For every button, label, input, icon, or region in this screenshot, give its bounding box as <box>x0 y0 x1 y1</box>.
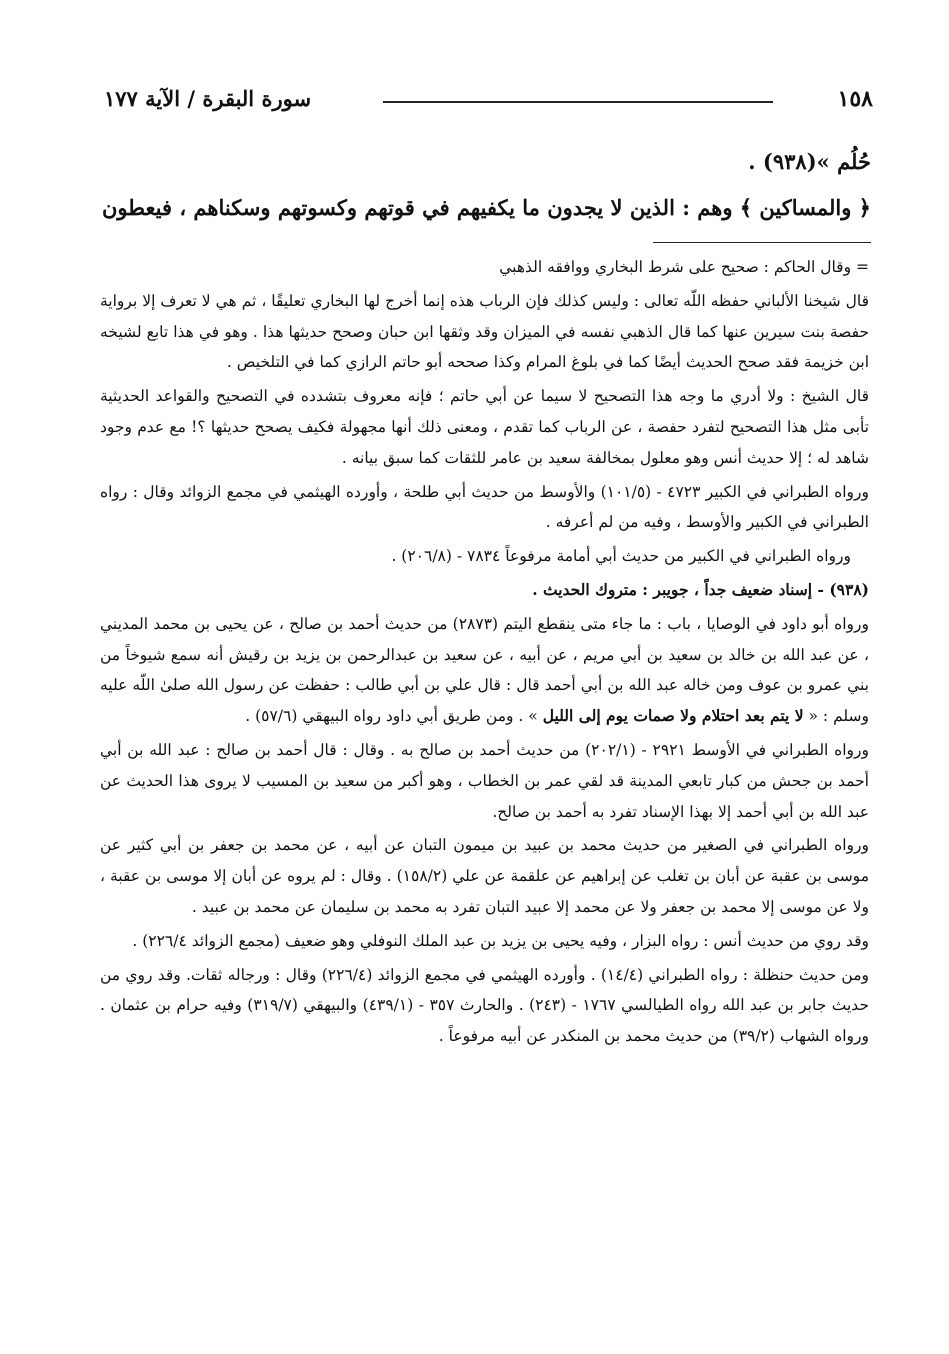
main-text-line-2: ﴿ والمساكين ﴾ وهم : الذين لا يجدون ما يكفيهم في قوتهم وكسوتهم وسكناهم ، فيعطون <box>102 195 871 220</box>
footnote-paragraph: قال الشيخ : ولا أدري ما وجه هذا التصحيح لا سيما عن أبي حاتم ؛ فإنه معروف بتشدده في التصحيح والقواعد الحديثية تأبى مثل هذا التصحيح لتفرد حفصة ، عن الرباب كما تقدم ، ومعنى ذلك أنها مجهولة فكيف يصحح حديثها ؟! مع عدم وجود شاهد له ؛ إلا حديث أنس وهو معلول بمخالفة سعيد بن عامر للثقات كما سبق بيانه . <box>100 387 869 467</box>
page-header <box>104 86 873 120</box>
footnote-938-paragraph: ورواه الطبراني في الصغير من حديث محمد بن عبيد بن ميمون التبان عن أبيه ، عن محمد بن جعفر بن أبي كثير عن موسى بن عقبة عن أبان بن تغلب عن إبراهيم عن علقمة عن علي (١٥٨/٢) . وقال : لم يروه عن أبان إلا موسى بن عقبة ، ولا عن موسى إلا محمد بن جعفر ولا عن محمد إلا عبيد التبان تفرد به محمد بن سليمان عن محمد بن عبيد . <box>100 836 869 916</box>
footnote-938-paragraph: ومن حديث حنظلة : رواه الطبراني (١٤/٤) . وأورده الهيثمي في مجمع الزوائد (٢٢٦/٤) وقال : ورجاله ثقات. وقد روي من حديث جابر بن عبد الله رواه الطيالسي ١٧٦٧ - (٢٤٣) . والحارث ٣٥٧ - (٤٣٩/١) والبيهقي (٣١٩/٧) وفيه حرام بن عثمان . ورواه الشهاب (٣٩/٢) من حديث محمد بن المنكدر عن أبيه مرفوعاً . <box>100 965 870 1046</box>
footnote-text: » . ومن طريق أبي داود رواه البيهقي (٥٧/٦) . <box>245 707 538 726</box>
footnote-separator <box>653 242 871 243</box>
footnote-938-paragraph: ورواه الطبراني في الأوسط ٢٩٢١ - (٢٠٢/١) من حديث أحمد بن صالح به . وقال : قال أحمد بن صالح : عبد الله بن أبي أحمد بن جحش من كبار تابعي المدينة قد لقي عمر بن الخطاب ، وهو أكبر من سعيد بن المسيب لا يروى هذا الحديث عن عبد الله بن أبي أحمد إلا بهذا الإسناد تفرد به أحمد بن صالح. <box>100 740 870 821</box>
header-rule <box>383 101 773 103</box>
hadith-text: لا يتم بعد احتلام ولا صمات يوم إلى الليل <box>542 706 804 726</box>
footnote-938-paragraph <box>100 609 869 732</box>
surah-title: سورة البقرة / الآية ١٧٧ <box>104 86 312 111</box>
page-number: ١٥٨ <box>837 86 873 112</box>
footnote-marker: (٩٣٨) <box>829 579 869 599</box>
footnote-continuation: = وقال الحاكم : صحيح على شرط البخاري ووافقه الذهبي <box>499 258 869 276</box>
footnote-paragraph: قال شيخنا الألباني حفظه اللّه تعالى : وليس كذلك فإن الرباب هذه إنما أخرج لها البخاري تعليقًا ، ثم هي لا تعرف إلا برواية حفصة بنت سيرين عنها كما قال الذهبي نفسه في الميزان وقد وثقها ابن حبان وصحح حديثها هذا . وهو في هذا تابع لشيخه ابن خزيمة فقد صحح الحديث أيضًا كما في بلوغ المرام وكذا صححه أبو حاتم الرازي كما في التلخيص . <box>100 291 869 372</box>
footnote-grade: - إسناد ضعيف جداً ، جويبر : متروك الحديث . <box>532 579 824 599</box>
footnotes <box>100 252 869 1055</box>
footnote-paragraph: ورواه الطبراني في الكبير من حديث أبي أمامة مرفوعاً ٧٨٣٤ - (٢٠٦/٨) . <box>391 547 851 566</box>
footnote-paragraph: ورواه الطبراني في الكبير ٤٧٢٣ - (١٠١/٥) والأوسط من حديث أبي طلحة ، وأورده الهيثمي في مجمع الزوائد وقال : رواه الطبراني في الكبير والأوسط ، وفيه من لم أعرفه . <box>100 482 870 532</box>
main-text-line-1: حُلُم »(٩٣٨) . <box>748 149 871 174</box>
footnote-938-paragraph: وقد روي من حديث أنس : رواه البزار ، وفيه يحيى بن يزيد بن عبد الملك النوفلي وهو ضعيف (مجمع الزوائد ٢٢٦/٤) . <box>132 931 869 950</box>
footnote-text: ورواه أبو داود في الوصايا ، باب : ما جاء متى ينقطع اليتم (٢٨٧٣) من حديث أحمد بن صالح ، عن يحيى بن محمد المديني ، عن عبد الله بن خالد بن سعيد بن أبي مريم ، عن أبيه ، عن سعيد بن عبدالرحمن بن يزيد بن رقيش أنه سمع شيوخاً من بني عمرو بن عوف ومن خاله عبد الله بن أبي أحمد قال : قال علي بن أبي طالب : حفظت عن رسول الله صلىٰ اللّه عليه وسلم : « <box>100 614 870 726</box>
footnote-938-heading <box>100 575 869 606</box>
